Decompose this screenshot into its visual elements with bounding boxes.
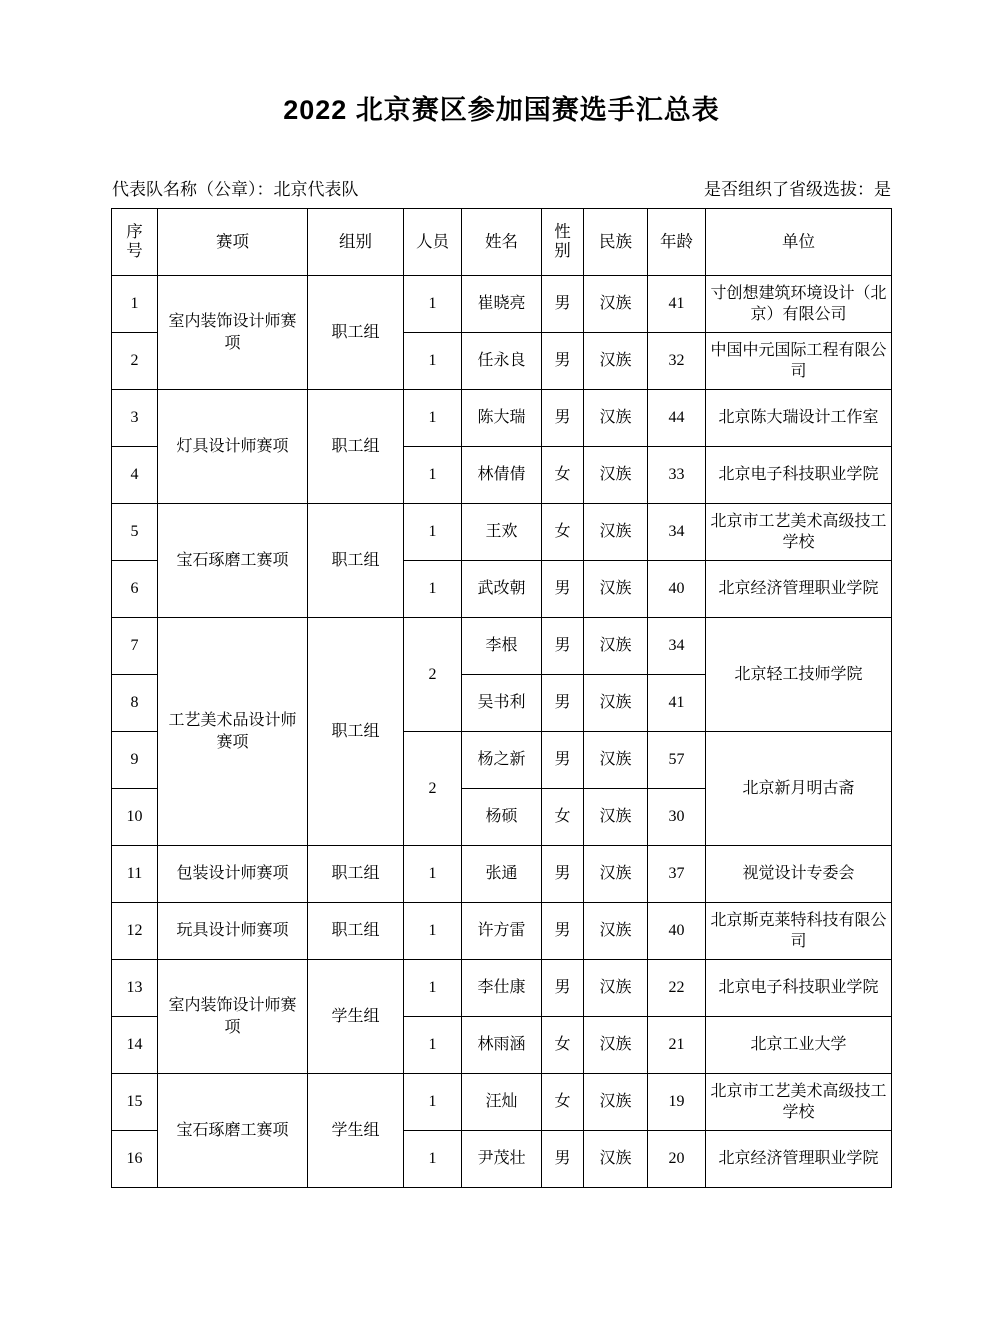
table-row bbox=[112, 960, 892, 1017]
cell-sex: 男 bbox=[542, 1131, 584, 1188]
header-group: 组别 bbox=[308, 209, 404, 276]
cell-index: 5 bbox=[112, 504, 158, 561]
cell-group: 职工组 bbox=[308, 903, 404, 960]
cell-age: 57 bbox=[648, 732, 706, 789]
cell-sex: 男 bbox=[542, 960, 584, 1017]
cell-unit: 北京斯克莱特科技有限公司 bbox=[706, 903, 892, 960]
cell-ethnicity: 汉族 bbox=[584, 903, 648, 960]
header-count: 人员 bbox=[404, 209, 462, 276]
cell-age: 21 bbox=[648, 1017, 706, 1074]
cell-unit: 北京轻工技师学院 bbox=[706, 618, 892, 732]
cell-unit: 北京经济管理职业学院 bbox=[706, 1131, 892, 1188]
cell-name: 林倩倩 bbox=[462, 447, 542, 504]
cell-sex: 男 bbox=[542, 561, 584, 618]
header-sex-line1: 性 bbox=[554, 222, 571, 242]
cell-name: 吴书利 bbox=[462, 675, 542, 732]
cell-count: 1 bbox=[404, 903, 462, 960]
table-row bbox=[112, 390, 892, 447]
cell-ethnicity: 汉族 bbox=[584, 1074, 648, 1131]
cell-name: 张通 bbox=[462, 846, 542, 903]
cell-name: 李根 bbox=[462, 618, 542, 675]
cell-sex: 男 bbox=[542, 618, 584, 675]
cell-event: 工艺美术品设计师赛项 bbox=[158, 618, 308, 846]
cell-unit: 北京新月明古斋 bbox=[706, 732, 892, 846]
cell-sex: 男 bbox=[542, 390, 584, 447]
cell-count: 2 bbox=[404, 618, 462, 732]
table-row bbox=[112, 903, 892, 960]
cell-unit: 北京电子科技职业学院 bbox=[706, 447, 892, 504]
cell-count: 1 bbox=[404, 1017, 462, 1074]
cell-event: 室内装饰设计师赛项 bbox=[158, 960, 308, 1074]
cell-unit: 北京陈大瑞设计工作室 bbox=[706, 390, 892, 447]
cell-sex: 男 bbox=[542, 846, 584, 903]
header-age: 年龄 bbox=[648, 209, 706, 276]
cell-event: 宝石琢磨工赛项 bbox=[158, 1074, 308, 1188]
cell-count: 2 bbox=[404, 732, 462, 846]
cell-index: 12 bbox=[112, 903, 158, 960]
cell-sex: 男 bbox=[542, 903, 584, 960]
cell-ethnicity: 汉族 bbox=[584, 276, 648, 333]
cell-group: 学生组 bbox=[308, 960, 404, 1074]
cell-sex: 男 bbox=[542, 675, 584, 732]
cell-index: 11 bbox=[112, 846, 158, 903]
document-page bbox=[0, 88, 1003, 1328]
cell-ethnicity: 汉族 bbox=[584, 789, 648, 846]
cell-index: 16 bbox=[112, 1131, 158, 1188]
cell-age: 22 bbox=[648, 960, 706, 1017]
table-header-row bbox=[112, 209, 892, 276]
cell-age: 34 bbox=[648, 618, 706, 675]
header-sex-line2: 别 bbox=[554, 241, 571, 260]
cell-count: 1 bbox=[404, 960, 462, 1017]
cell-group: 职工组 bbox=[308, 618, 404, 846]
cell-index: 3 bbox=[112, 390, 158, 447]
cell-age: 19 bbox=[648, 1074, 706, 1131]
table-row bbox=[112, 846, 892, 903]
cell-unit: 北京市工艺美术高级技工学校 bbox=[706, 504, 892, 561]
cell-age: 41 bbox=[648, 276, 706, 333]
cell-index: 13 bbox=[112, 960, 158, 1017]
table-row bbox=[112, 1074, 892, 1131]
cell-index: 10 bbox=[112, 789, 158, 846]
cell-unit: 北京电子科技职业学院 bbox=[706, 960, 892, 1017]
cell-index: 4 bbox=[112, 447, 158, 504]
cell-ethnicity: 汉族 bbox=[584, 960, 648, 1017]
cell-group: 职工组 bbox=[308, 846, 404, 903]
cell-index: 2 bbox=[112, 333, 158, 390]
header-event: 赛项 bbox=[158, 209, 308, 276]
header-unit: 单位 bbox=[706, 209, 892, 276]
cell-count: 1 bbox=[404, 390, 462, 447]
cell-ethnicity: 汉族 bbox=[584, 1017, 648, 1074]
cell-count: 1 bbox=[404, 447, 462, 504]
header-index-line1: 序 bbox=[126, 222, 143, 242]
header-index-line2: 号 bbox=[126, 241, 143, 260]
cell-ethnicity: 汉族 bbox=[584, 1131, 648, 1188]
meta-row bbox=[112, 175, 891, 200]
cell-age: 32 bbox=[648, 333, 706, 390]
cell-name: 陈大瑞 bbox=[462, 390, 542, 447]
provincial-selection-label: 是否组织了省级选拔：是 bbox=[704, 180, 891, 199]
cell-index: 7 bbox=[112, 618, 158, 675]
cell-sex: 女 bbox=[542, 1074, 584, 1131]
cell-sex: 女 bbox=[542, 447, 584, 504]
participants-table bbox=[111, 208, 892, 1188]
cell-index: 15 bbox=[112, 1074, 158, 1131]
cell-sex: 男 bbox=[542, 333, 584, 390]
cell-group: 学生组 bbox=[308, 1074, 404, 1188]
cell-age: 30 bbox=[648, 789, 706, 846]
cell-sex: 女 bbox=[542, 1017, 584, 1074]
cell-name: 武改朝 bbox=[462, 561, 542, 618]
cell-ethnicity: 汉族 bbox=[584, 675, 648, 732]
cell-event: 玩具设计师赛项 bbox=[158, 903, 308, 960]
cell-ethnicity: 汉族 bbox=[584, 846, 648, 903]
cell-index: 9 bbox=[112, 732, 158, 789]
cell-ethnicity: 汉族 bbox=[584, 732, 648, 789]
cell-name: 崔晓亮 bbox=[462, 276, 542, 333]
header-ethnicity: 民族 bbox=[584, 209, 648, 276]
page-title: 2022 北京赛区参加国赛选手汇总表 bbox=[283, 95, 720, 125]
cell-ethnicity: 汉族 bbox=[584, 447, 648, 504]
cell-ethnicity: 汉族 bbox=[584, 618, 648, 675]
cell-unit: 北京工业大学 bbox=[706, 1017, 892, 1074]
cell-age: 44 bbox=[648, 390, 706, 447]
table-row bbox=[112, 276, 892, 333]
cell-unit: 寸创想建筑环境设计（北京）有限公司 bbox=[706, 276, 892, 333]
cell-name: 杨之新 bbox=[462, 732, 542, 789]
header-name: 姓名 bbox=[462, 209, 542, 276]
cell-age: 40 bbox=[648, 561, 706, 618]
cell-ethnicity: 汉族 bbox=[584, 390, 648, 447]
cell-count: 1 bbox=[404, 1074, 462, 1131]
cell-name: 杨硕 bbox=[462, 789, 542, 846]
cell-event: 包装设计师赛项 bbox=[158, 846, 308, 903]
cell-age: 34 bbox=[648, 504, 706, 561]
cell-sex: 女 bbox=[542, 504, 584, 561]
cell-group: 职工组 bbox=[308, 504, 404, 618]
cell-age: 33 bbox=[648, 447, 706, 504]
cell-age: 20 bbox=[648, 1131, 706, 1188]
cell-event: 宝石琢磨工赛项 bbox=[158, 504, 308, 618]
cell-name: 林雨涵 bbox=[462, 1017, 542, 1074]
cell-index: 1 bbox=[112, 276, 158, 333]
table-row bbox=[112, 504, 892, 561]
cell-unit: 北京市工艺美术高级技工学校 bbox=[706, 1074, 892, 1131]
cell-unit: 中国中元国际工程有限公司 bbox=[706, 333, 892, 390]
cell-sex: 男 bbox=[542, 732, 584, 789]
cell-group: 职工组 bbox=[308, 390, 404, 504]
cell-age: 37 bbox=[648, 846, 706, 903]
cell-event: 室内装饰设计师赛项 bbox=[158, 276, 308, 390]
cell-count: 1 bbox=[404, 333, 462, 390]
cell-count: 1 bbox=[404, 276, 462, 333]
cell-index: 14 bbox=[112, 1017, 158, 1074]
cell-name: 许方雷 bbox=[462, 903, 542, 960]
cell-name: 汪灿 bbox=[462, 1074, 542, 1131]
header-index bbox=[112, 209, 158, 276]
cell-ethnicity: 汉族 bbox=[584, 333, 648, 390]
cell-ethnicity: 汉族 bbox=[584, 561, 648, 618]
team-name-label: 代表队名称（公章）：北京代表队 bbox=[112, 180, 359, 199]
cell-index: 8 bbox=[112, 675, 158, 732]
cell-sex: 女 bbox=[542, 789, 584, 846]
cell-sex: 男 bbox=[542, 276, 584, 333]
cell-event: 灯具设计师赛项 bbox=[158, 390, 308, 504]
cell-age: 40 bbox=[648, 903, 706, 960]
cell-count: 1 bbox=[404, 504, 462, 561]
cell-unit: 北京经济管理职业学院 bbox=[706, 561, 892, 618]
cell-ethnicity: 汉族 bbox=[584, 504, 648, 561]
table-row bbox=[112, 618, 892, 675]
cell-group: 职工组 bbox=[308, 276, 404, 390]
cell-name: 王欢 bbox=[462, 504, 542, 561]
cell-unit: 视觉设计专委会 bbox=[706, 846, 892, 903]
cell-count: 1 bbox=[404, 846, 462, 903]
header-sex bbox=[542, 209, 584, 276]
cell-count: 1 bbox=[404, 561, 462, 618]
cell-age: 41 bbox=[648, 675, 706, 732]
cell-count: 1 bbox=[404, 1131, 462, 1188]
cell-name: 李仕康 bbox=[462, 960, 542, 1017]
cell-name: 任永良 bbox=[462, 333, 542, 390]
cell-name: 尹茂壮 bbox=[462, 1131, 542, 1188]
cell-index: 6 bbox=[112, 561, 158, 618]
